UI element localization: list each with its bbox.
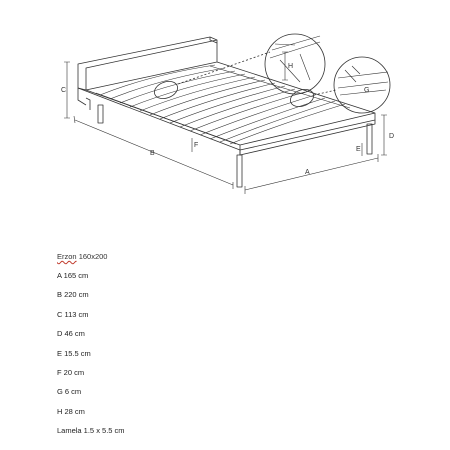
slats <box>96 65 350 144</box>
spec-item: F 20 cm <box>57 367 85 377</box>
spec-item: Lamela 1.5 x 5.5 cm <box>57 426 125 436</box>
dim-label-d: D <box>389 133 395 140</box>
spec-item: C 113 cm <box>57 309 89 319</box>
dim-label-b: B <box>150 150 155 157</box>
dim-label-e: E <box>356 146 361 153</box>
bed-technical-drawing <box>0 0 450 215</box>
detail-slat-height <box>270 36 320 82</box>
spec-item: E 15.5 cm <box>57 348 91 358</box>
product-size: 160x200 <box>78 252 108 261</box>
dim-label-g: G <box>364 87 370 94</box>
spec-item: G 6 cm <box>57 387 82 397</box>
dim-label-a: A <box>305 169 310 176</box>
dim-label-c: C <box>61 87 67 94</box>
detail-slat-section <box>338 66 388 95</box>
spec-item: A 165 cm <box>57 271 89 280</box>
spec-item: B 220 cm <box>57 290 89 300</box>
spec-item: H 28 cm <box>57 406 85 416</box>
bed-legs <box>98 105 372 187</box>
spec-item: D 46 cm <box>57 329 85 339</box>
specifications-list <box>57 250 125 444</box>
product-title <box>57 250 125 264</box>
dim-label-h: H <box>288 63 294 70</box>
product-brand: Erzon <box>57 252 77 261</box>
headboard <box>78 37 217 90</box>
dim-label-f: F <box>194 142 199 149</box>
